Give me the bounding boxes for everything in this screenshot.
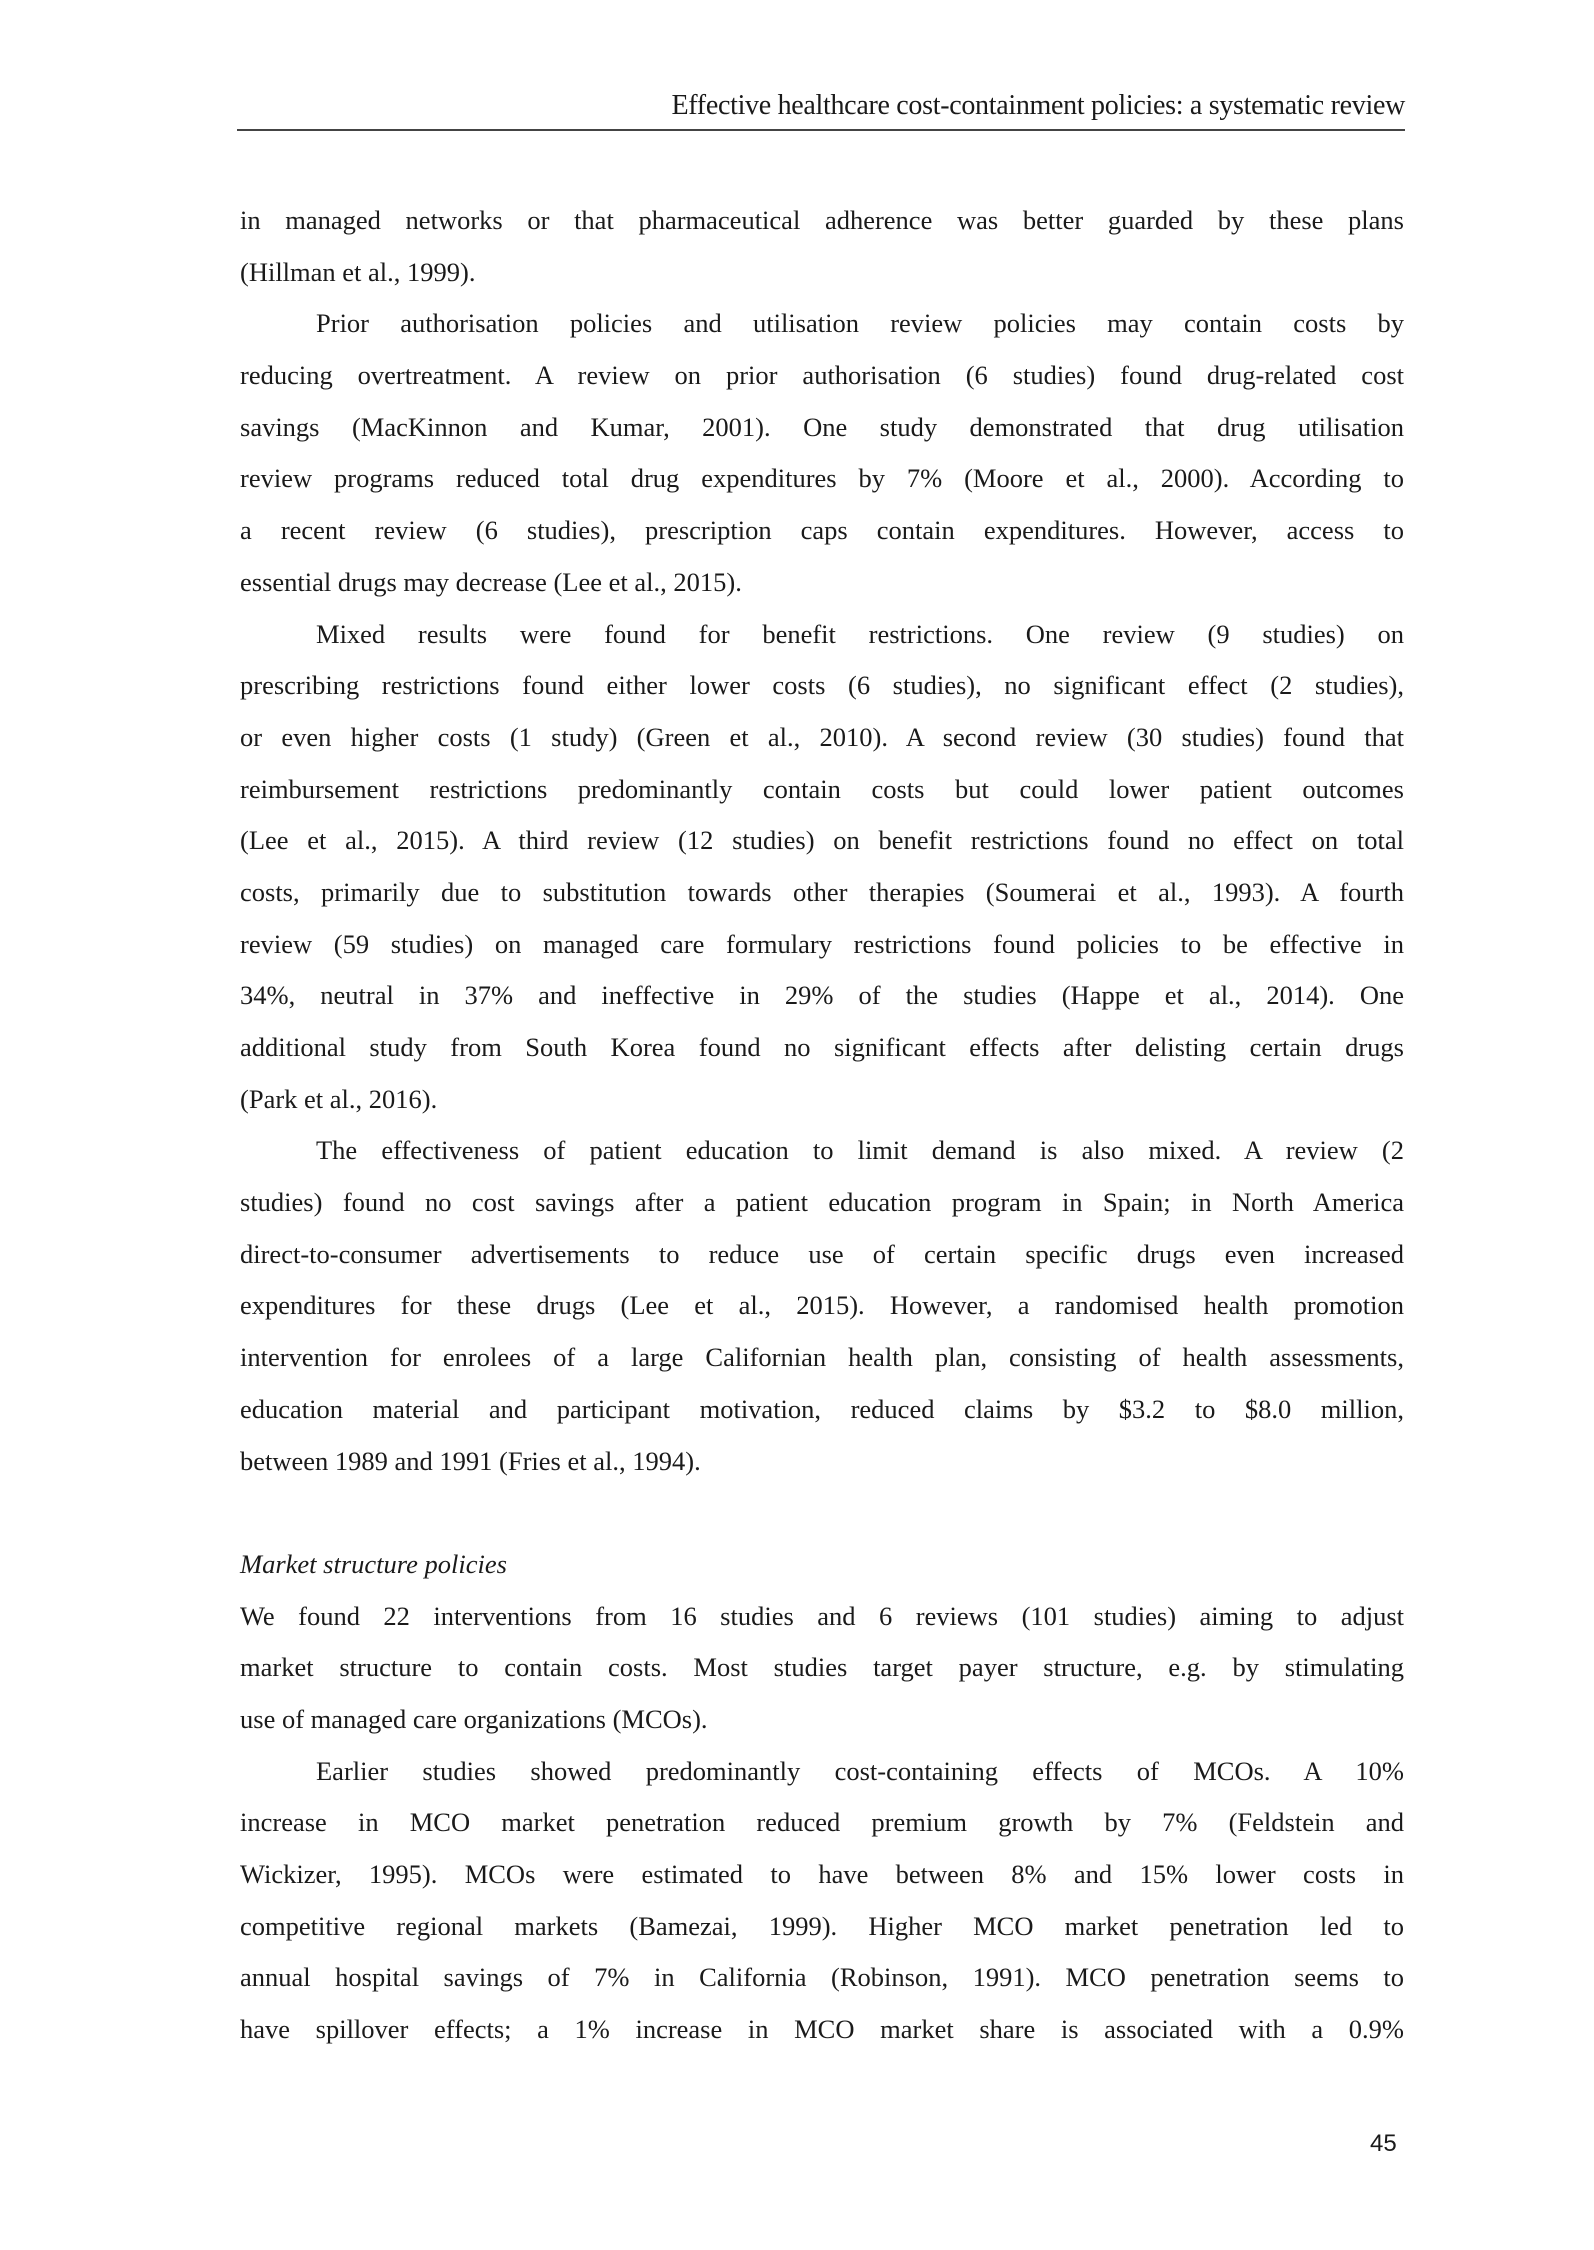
running-header: Effective healthcare cost-containment policies: a systematic review	[671, 90, 1405, 121]
text-line: annual hospital savings of 7% in California (Robinson, 1991). MCO penetration seems to	[240, 1962, 1404, 1993]
text-line: between 1989 and 1991 (Fries et al., 1994).	[240, 1445, 701, 1476]
text-line: market structure to contain costs. Most studies target payer structure, e.g. by stimulating	[240, 1652, 1404, 1683]
section-heading: Market structure policies	[240, 1548, 507, 1579]
text-line: a recent review (6 studies), prescription caps contain expenditures. However, access to	[240, 515, 1404, 546]
text-line: (Park et al., 2016).	[240, 1083, 438, 1114]
text-line: use of managed care organizations (MCOs).	[240, 1703, 708, 1734]
blank-line	[240, 1487, 1404, 1539]
text-line: prescribing restrictions found either lower costs (6 studies), no significant effect (2 studies),	[240, 670, 1404, 701]
text-line: education material and participant motivation, reduced claims by $3.2 to $8.0 million,	[240, 1393, 1404, 1424]
body-text	[240, 195, 1404, 2056]
text-line: 34%, neutral in 37% and ineffective in 29% of the studies (Happe et al., 2014). One	[240, 980, 1404, 1011]
page-number: 45	[1370, 2130, 1397, 2157]
text-line: additional study from South Korea found no significant effects after delisting certain drugs	[240, 1032, 1404, 1062]
text-line: The effectiveness of patient education to limit demand is also mixed. A review (2	[316, 1135, 1404, 1166]
text-line: Mixed results were found for benefit restrictions. One review (9 studies) on	[316, 618, 1404, 649]
text-line: in managed networks or that pharmaceutical adherence was better guarded by these plans	[240, 205, 1404, 235]
text-line: or even higher costs (1 study) (Green et al., 2010). A second review (30 studies) found that	[240, 721, 1404, 752]
text-line: Earlier studies showed predominantly cost-containing effects of MCOs. A 10%	[316, 1755, 1404, 1786]
text-line: increase in MCO market penetration reduced premium growth by 7% (Feldstein and	[240, 1807, 1404, 1838]
text-line: studies) found no cost savings after a patient education program in Spain; in North America	[240, 1187, 1404, 1218]
text-line: Prior authorisation policies and utilisation review policies may contain costs by	[316, 308, 1404, 339]
text-line: review programs reduced total drug expenditures by 7% (Moore et al., 2000). According to	[240, 463, 1404, 494]
header-rule	[237, 129, 1405, 131]
text-line: competitive regional markets (Bamezai, 1999). Higher MCO market penetration led to	[240, 1910, 1404, 1941]
text-line: reimbursement restrictions predominantly contain costs but could lower patient outcomes	[240, 773, 1404, 804]
text-line: essential drugs may decrease (Lee et al., 2015).	[240, 566, 742, 597]
text-line: expenditures for these drugs (Lee et al., 2015). However, a randomised health promotion	[240, 1290, 1404, 1321]
text-line: (Lee et al., 2015). A third review (12 studies) on benefit restrictions found no effect on total	[240, 825, 1404, 856]
text-line: Wickizer, 1995). MCOs were estimated to have between 8% and 15% lower costs in	[240, 1859, 1404, 1889]
text-line: costs, primarily due to substitution towards other therapies (Soumerai et al., 1993). A fourth	[240, 876, 1404, 907]
text-line: have spillover effects; a 1% increase in MCO market share is associated with a 0.9%	[240, 2014, 1404, 2045]
text-line: intervention for enrolees of a large Californian health plan, consisting of health assessments,	[240, 1342, 1404, 1373]
text-line: review (59 studies) on managed care formulary restrictions found policies to be effective in	[240, 928, 1404, 959]
text-line: direct-to-consumer advertisements to reduce use of certain specific drugs even increased	[240, 1238, 1404, 1269]
text-line: reducing overtreatment. A review on prior authorisation (6 studies) found drug-related cost	[240, 360, 1404, 391]
text-line: (Hillman et al., 1999).	[240, 256, 476, 287]
text-line: savings (MacKinnon and Kumar, 2001). One study demonstrated that drug utilisation	[240, 411, 1404, 442]
text-line: We found 22 interventions from 16 studies and 6 reviews (101 studies) aiming to adjust	[240, 1600, 1404, 1631]
